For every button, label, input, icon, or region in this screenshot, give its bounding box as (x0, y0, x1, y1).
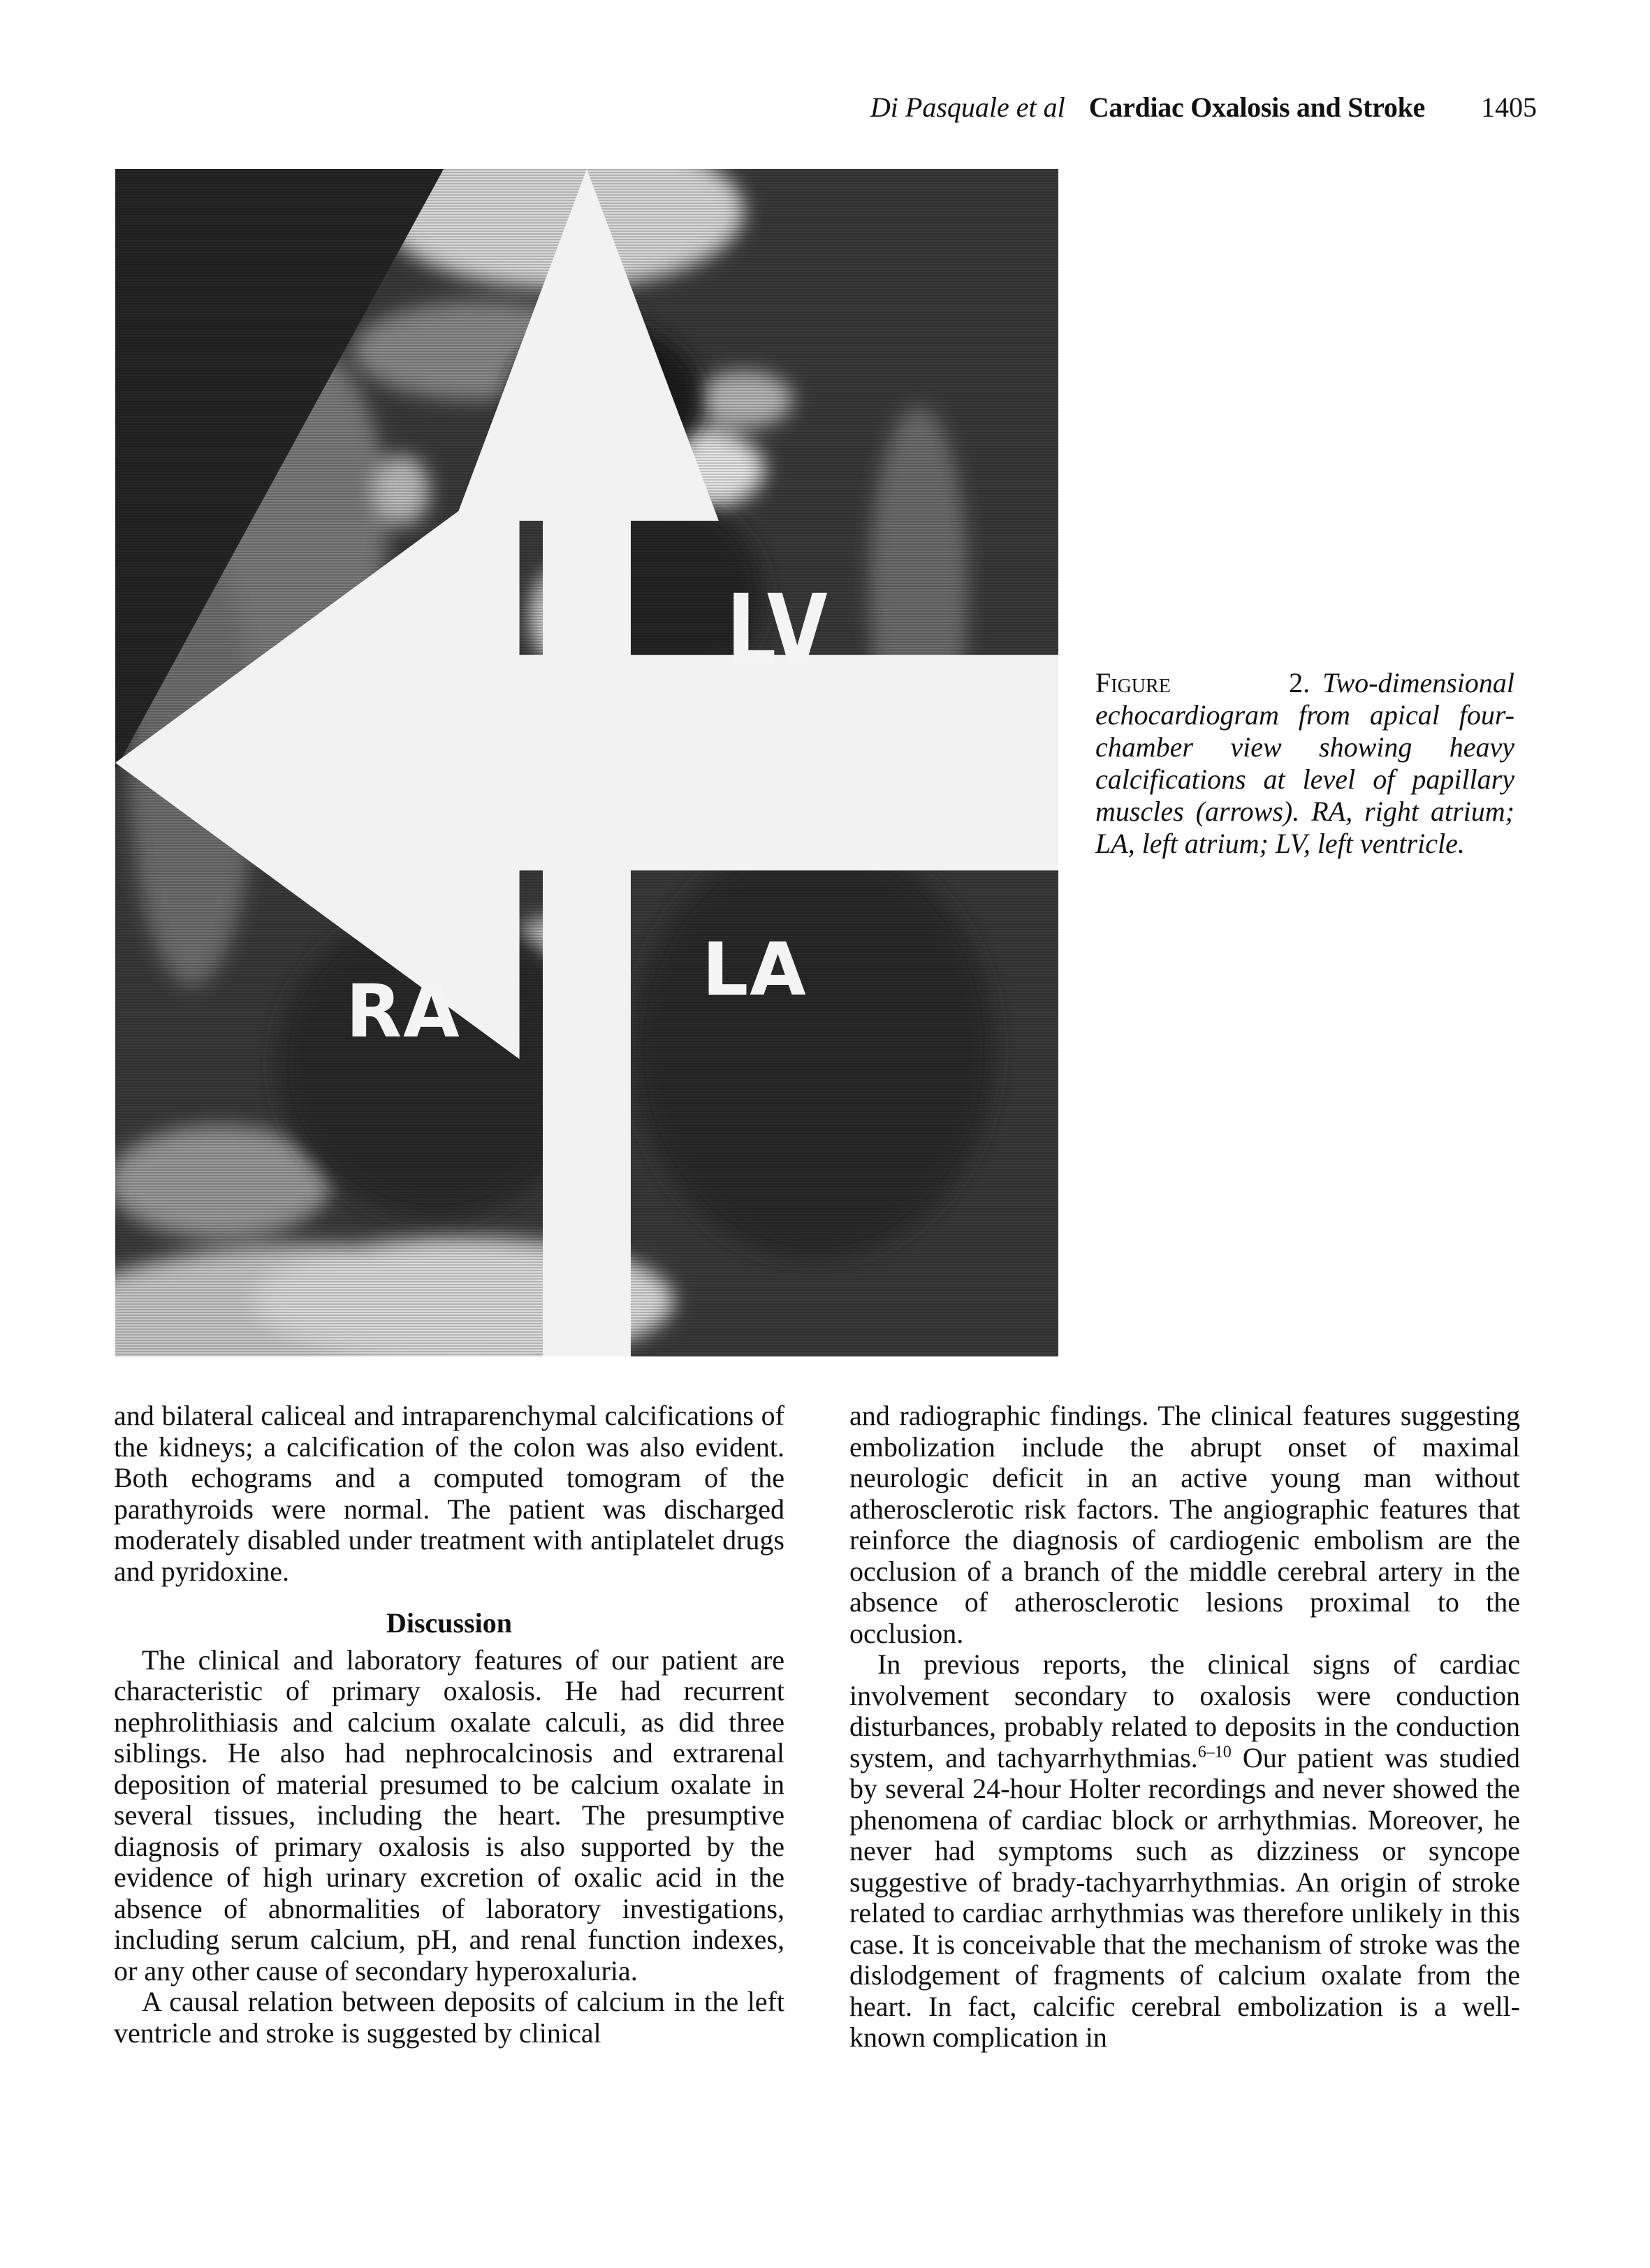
paragraph: A causal relation between deposits of calcium in the left ventricle and stroke is suggested by clinical (114, 1986, 784, 2049)
paragraph-text: In previous reports, the clinical signs of cardiac involvement secondary to oxalosis were conduction disturbances, probably related to deposits in the conduction system, and tachyarrhythmias. (849, 1648, 1520, 1773)
reference-superscript: 6–10 (1197, 1743, 1232, 1762)
running-head (838, 91, 1537, 133)
echocardiogram-figure (115, 169, 1058, 1356)
figure-caption (1095, 667, 1514, 860)
page-number: 1405 (1481, 92, 1537, 123)
running-head-authors: Di Pasquale et al (870, 92, 1065, 123)
left-column (114, 1400, 784, 2049)
arrow-left-icon (115, 169, 1058, 1356)
running-head-title: Cardiac Oxalosis and Stroke (1088, 92, 1425, 123)
paragraph: and radiographic findings. The clinical features suggesting embolization include the abrupt onset of maximal neurologic deficit in an active young man without atherosclerotic risk factors. The angiographic features that reinforce the diagnosis of cardiogenic embolism are the occlusion of a branch of the middle cerebral artery in the absence of atherosclerotic lesions proximal to the occlusion. (849, 1400, 1520, 1649)
paragraph-text: Our patient was studied by several 24-hour Holter recordings and never showed the phenomena of cardiac block or arrhythmias. Moreover, he never had symptoms such as dizziness or syncope suggestive of brady-tachyarrhythmias. An origin of stroke related to cardiac arrhythmias was therefore unlikely in this case. It is conceivable that the mechanism of stroke was the dislodgement of fragments of calcium oxalate from the heart. In fact, calcific cerebral embolization is a well-known complication in (849, 1741, 1521, 2053)
paragraph: and bilateral caliceal and intraparenchymal calcifications of the kidneys; a calcification of the colon was also evident. Both echograms and a computed tomogram of the parathyroids were normal. The patient was discharged moderately disabled under treatment with antiplatelet drugs and pyridoxine. (114, 1400, 784, 1587)
label-ra: RA (346, 969, 461, 1054)
label-la: LA (702, 927, 808, 1012)
paragraph: The clinical and laboratory features of our patient are characteristic of primary oxalosis. He had recurrent nephrolithiasis and calcium oxalate calculi, as did three siblings. He also had nephrocalcinosis and extrarenal deposition of material presumed to be calcium oxalate in several tissues, including the heart. The presumptive diagnosis of primary oxalosis is also supported by the evidence of high urinary excretion of oxalic acid in the absence of abnormalities of laboratory investigations, including serum calcium, pH, and renal function indexes, or any other cause of secondary hyperoxaluria. (114, 1644, 784, 1987)
figure-caption-text: Two-dimensional echocardiogram from apical four-chamber view showing heavy calcifications at level of papillary muscles (arrows). RA, right atrium; LA, left atrium; LV, left ventricle. (1095, 667, 1514, 859)
paragraph (849, 1649, 1520, 2054)
label-lv: LV (727, 574, 829, 688)
right-column (849, 1400, 1520, 2054)
figure-caption-label: Figure 2. (1095, 667, 1310, 698)
section-heading-discussion: Discussion (386, 1607, 513, 1639)
